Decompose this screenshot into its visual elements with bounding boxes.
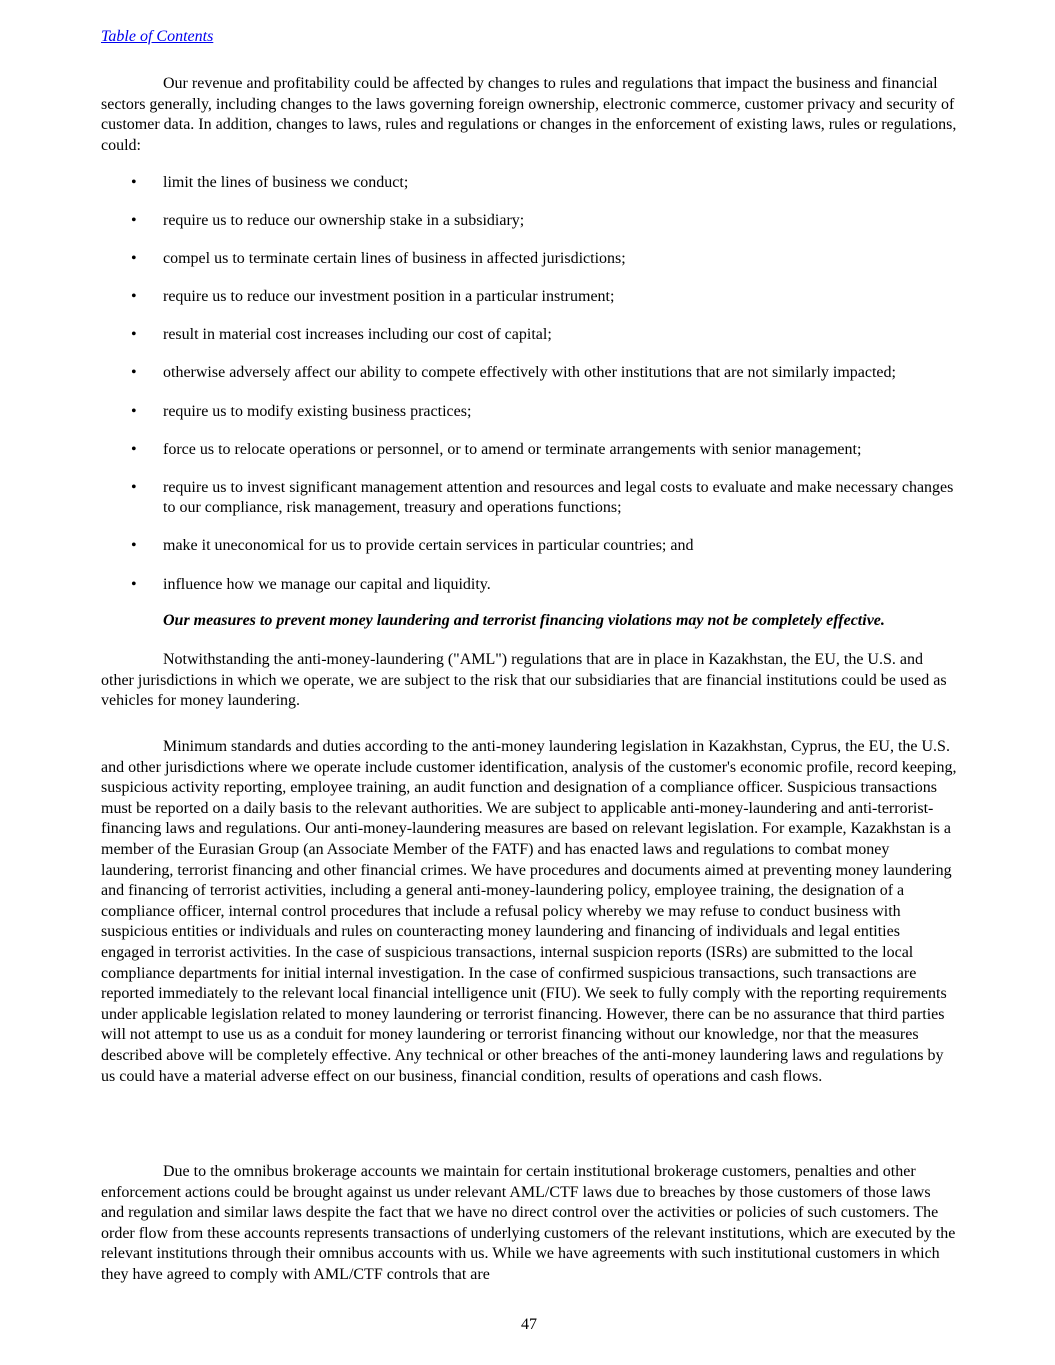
list-item-text: influence how we manage our capital and liquidity. [163,575,491,593]
list-item-text: result in material cost increases including our cost of capital; [163,326,552,344]
omnibus-accounts-paragraph: Due to the omnibus brokerage accounts we maintain for certain institutional brokerage customers, penalties and other enforcement actions could be brought against us under relevant AML/CTF laws due to breaches by those customers of those laws and regulation and similar laws despite the fact that we have no direct control over the activities or policies of such customers. The order flow from these accounts represents transactions of underlying customers of the relevant institutions, which are executed by the relevant institutions through their omnibus accounts with us. While we have agreements with such institutional customers in which they have agreed to comply with AML/CTF controls that are [101,1163,956,1283]
list-item [101,173,957,194]
list-item [101,402,957,423]
list-item [101,575,957,596]
list-item-text: otherwise adversely affect our ability to compete effectively with other institutions that are not similarly impacted; [163,364,896,382]
bullet-icon: • [131,212,137,230]
bullet-icon: • [131,575,137,593]
list-item-text: make it uneconomical for us to provide certain services in particular countries; and [163,537,694,555]
bullet-icon: • [131,537,137,555]
bullet-icon: • [131,174,137,191]
list-item-text: require us to reduce our investment position in a particular instrument; [163,288,615,306]
list-item [101,211,957,232]
section-heading: Our measures to prevent money laundering and terrorist financing violations may not be completely effective. [163,612,885,629]
bullet-icon: • [131,250,137,268]
list-item-text: compel us to terminate certain lines of business in affected jurisdictions; [163,250,626,268]
bullet-icon: • [131,326,137,344]
list-item-text: require us to invest significant management attention and resources and legal costs to evaluate and make necessary changes to our compliance, risk management, treasury and operations functions; [163,478,954,517]
list-item [101,287,957,308]
bullet-icon: • [131,288,137,306]
list-item-text: require us to reduce our ownership stake in a subsidiary; [163,212,525,230]
aml-risk-paragraph: Notwithstanding the anti-money-laundering ("AML") regulations that are in place in Kazakhstan, the EU, the U.S. and other jurisdictions in which we operate, we are subject to the risk that our subsidiaries that are financial institutions could be used as vehicles for money laundering. [101,651,947,710]
list-item-text: limit the lines of business we conduct; [163,174,409,191]
intro-paragraph: Our revenue and profitability could be affected by changes to rules and regulations that impact the business and financial sectors generally, including changes to the laws governing foreign ownership, electronic commerce, customer privacy and security of customer data. In addition, changes to laws, rules and regulations or changes in the enforcement of existing laws, rules or regulations, could: [101,75,957,154]
bullet-icon: • [131,440,137,458]
bullet-icon: • [131,478,137,496]
list-item-text: force us to relocate operations or personnel, or to amend or terminate arrangements with senior management; [163,440,862,458]
list-item [101,325,957,346]
bullet-icon: • [131,402,137,420]
bullet-icon: • [131,364,137,382]
list-item [101,249,957,270]
list-item [101,478,957,519]
table-of-contents-link[interactable]: Table of Contents [101,28,214,45]
list-item [101,440,957,461]
list-item [101,363,957,384]
aml-standards-paragraph: Minimum standards and duties according to the anti-money laundering legislation in Kazakhstan, Cyprus, the EU, the U.S. and other jurisdictions where we operate include customer identification, analysis of the customer's economic profile, record keeping, suspicious activity reporting, employee training, an audit function and designation of a compliance officer. Suspicious transactions must be reported on a daily basis to the relevant authorities. We are subject to applicable anti-money-laundering and anti-terrorist-financing laws and regulations. Our anti-money-laundering measures are based on relevant legislation. For example, Kazakhstan is a member of the Eurasian Group (an Associate Member of the FATF) and has enacted laws and regulations to combat money laundering, terrorist financing and other financial crimes. We have procedures and documents aimed at preventing money laundering and financing of terrorist activities, including a general anti-money-laundering policy, employee training, the designation of a compliance officer, internal control procedures that include a refusal policy whereby we may refuse to conduct business with suspicious entities or individuals and rules on counteracting money laundering and financing of individuals and legal entities engaged in terrorist activities. In the case of suspicious transactions, internal suspicion reports (ISRs) are submitted to the local compliance departments for initial internal investigation. In the case of confirmed suspicious transactions, such transactions are reported immediately to the relevant local financial intelligence unit (FIU). We seek to fully comply with the reporting requirements under applicable legislation related to money laundering or terrorist financing. However, there can be no assurance that third parties will not attempt to use us as a conduit for money laundering or terrorist financing without our knowledge, nor that the measures described above will be completely effective. Any technical or other breaches of the anti-money laundering laws and regulations by us could have a material adverse effect on our business, financial condition, results of operations and cash flows. [101,738,957,1085]
list-item [101,536,957,557]
list-item-text: require us to modify existing business practices; [163,402,472,420]
regulation-effects-list [101,173,957,613]
page-number: 47 [521,1316,537,1333]
